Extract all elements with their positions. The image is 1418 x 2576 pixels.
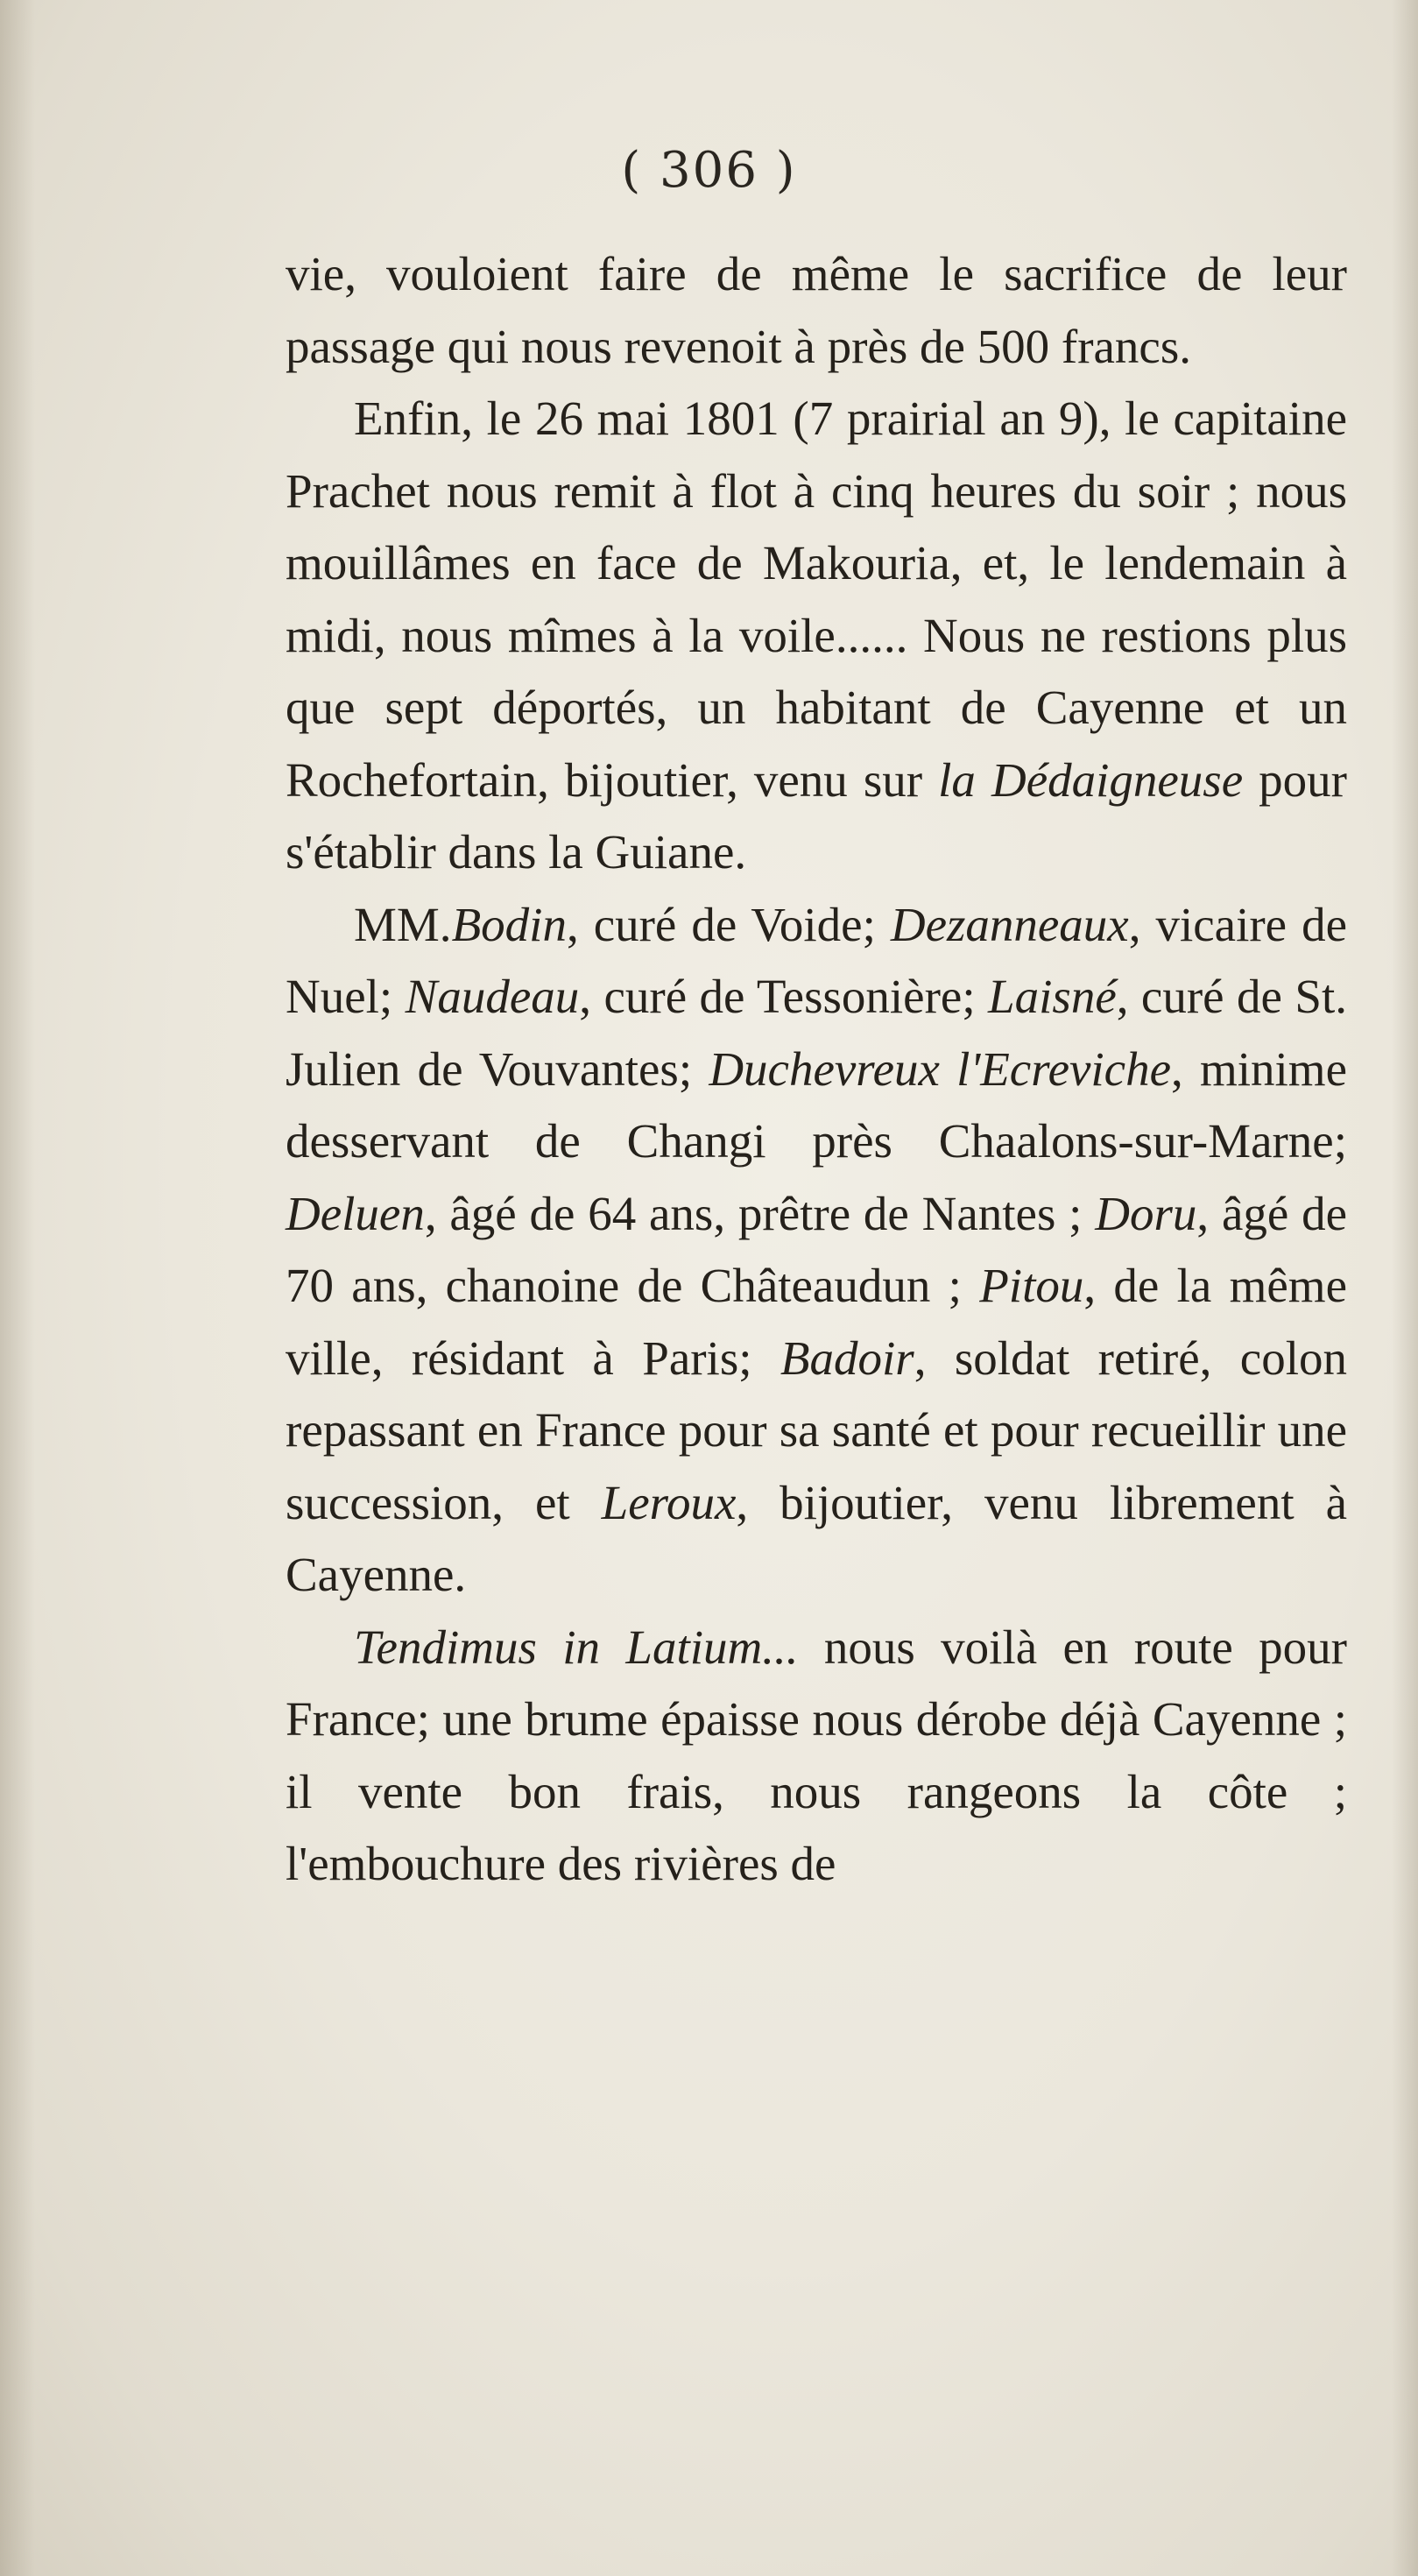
latin-quote: Tendimus in Latium... — [354, 1620, 799, 1674]
body-text — [286, 238, 1347, 1901]
desc-doru: , âgé de 70 ans, chanoine de Châteaudun ; — [286, 1186, 1347, 1312]
name-pitou: Pitou — [979, 1259, 1084, 1312]
abbreviation-mm: MM. — [354, 897, 452, 951]
paragraph-2-end: pour s'établir dans la Guiane. — [286, 752, 1348, 879]
ship-name: la Dédaigneuse — [938, 752, 1244, 807]
name-doru: Doru — [1095, 1186, 1197, 1240]
desc-naudeau: , curé de Tessonière; — [579, 970, 989, 1023]
desc-pitou: , de la même ville, résidant à Paris; — [286, 1259, 1347, 1385]
name-naudeau: Naudeau — [405, 970, 580, 1023]
page-number: ( 306 ) — [621, 142, 797, 199]
name-laisne: Laisné — [988, 970, 1117, 1023]
paragraph-3 — [286, 889, 1347, 1612]
name-deluen: Deluen — [286, 1186, 425, 1240]
desc-leroux: , bijoutier, venu librement à Cayenne. — [286, 1475, 1347, 1601]
desc-bodin: , curé de Voide; — [566, 897, 891, 951]
paragraph-4 — [286, 1612, 1347, 1901]
paragraph-4-text: nous voilà en route pour France; une brume épaisse nous dérobe déjà Cayenne ; il vente bon frais, nous rangeons la côte ; l'embouchure des rivières de — [286, 1620, 1347, 1890]
name-badoir: Badoir — [780, 1330, 914, 1385]
name-dezanneaux: Dezanneaux — [890, 897, 1129, 951]
desc-badoir: , soldat retiré, colon repassant en France pour sa santé et pour recueillir une succession, et — [286, 1330, 1347, 1529]
desc-duchevreux: , minime desservant de Changi près Chaalons-sur-Marne; — [286, 1041, 1348, 1168]
name-bodin: Bodin — [451, 897, 567, 951]
paragraph-2-text: Enfin, le 26 mai 1801 (7 prairial an 9), le capitaine Prachet nous remit à flot à cinq heures du soir ; nous mouillâmes en face de Makouria, et, le lendemain à midi, nous mîmes à la voile...... Nous ne restions plus que sept déportés, un habitant de Cayenne et un Rochefortain, bijoutier, venu sur — [286, 392, 1347, 807]
desc-laisne: , curé de St. Julien de Vouvantes; — [286, 970, 1348, 1096]
name-leroux: Leroux — [601, 1475, 737, 1529]
desc-dezanneaux: , vicaire de Nuel; — [286, 897, 1347, 1023]
paragraph-1: vie, vouloient faire de même le sacrifice de leur passage qui nous revenoit à près de 500 francs. — [286, 247, 1347, 373]
page-right-edge-shadow — [1392, 0, 1418, 2576]
page-left-edge-shadow — [0, 0, 35, 2576]
desc-deluen: , âgé de 64 ans, prêtre de Nantes ; — [424, 1186, 1096, 1240]
paragraph-2 — [286, 383, 1347, 889]
name-duchevreux: Duchevreux l'Ecreviche — [709, 1041, 1172, 1096]
